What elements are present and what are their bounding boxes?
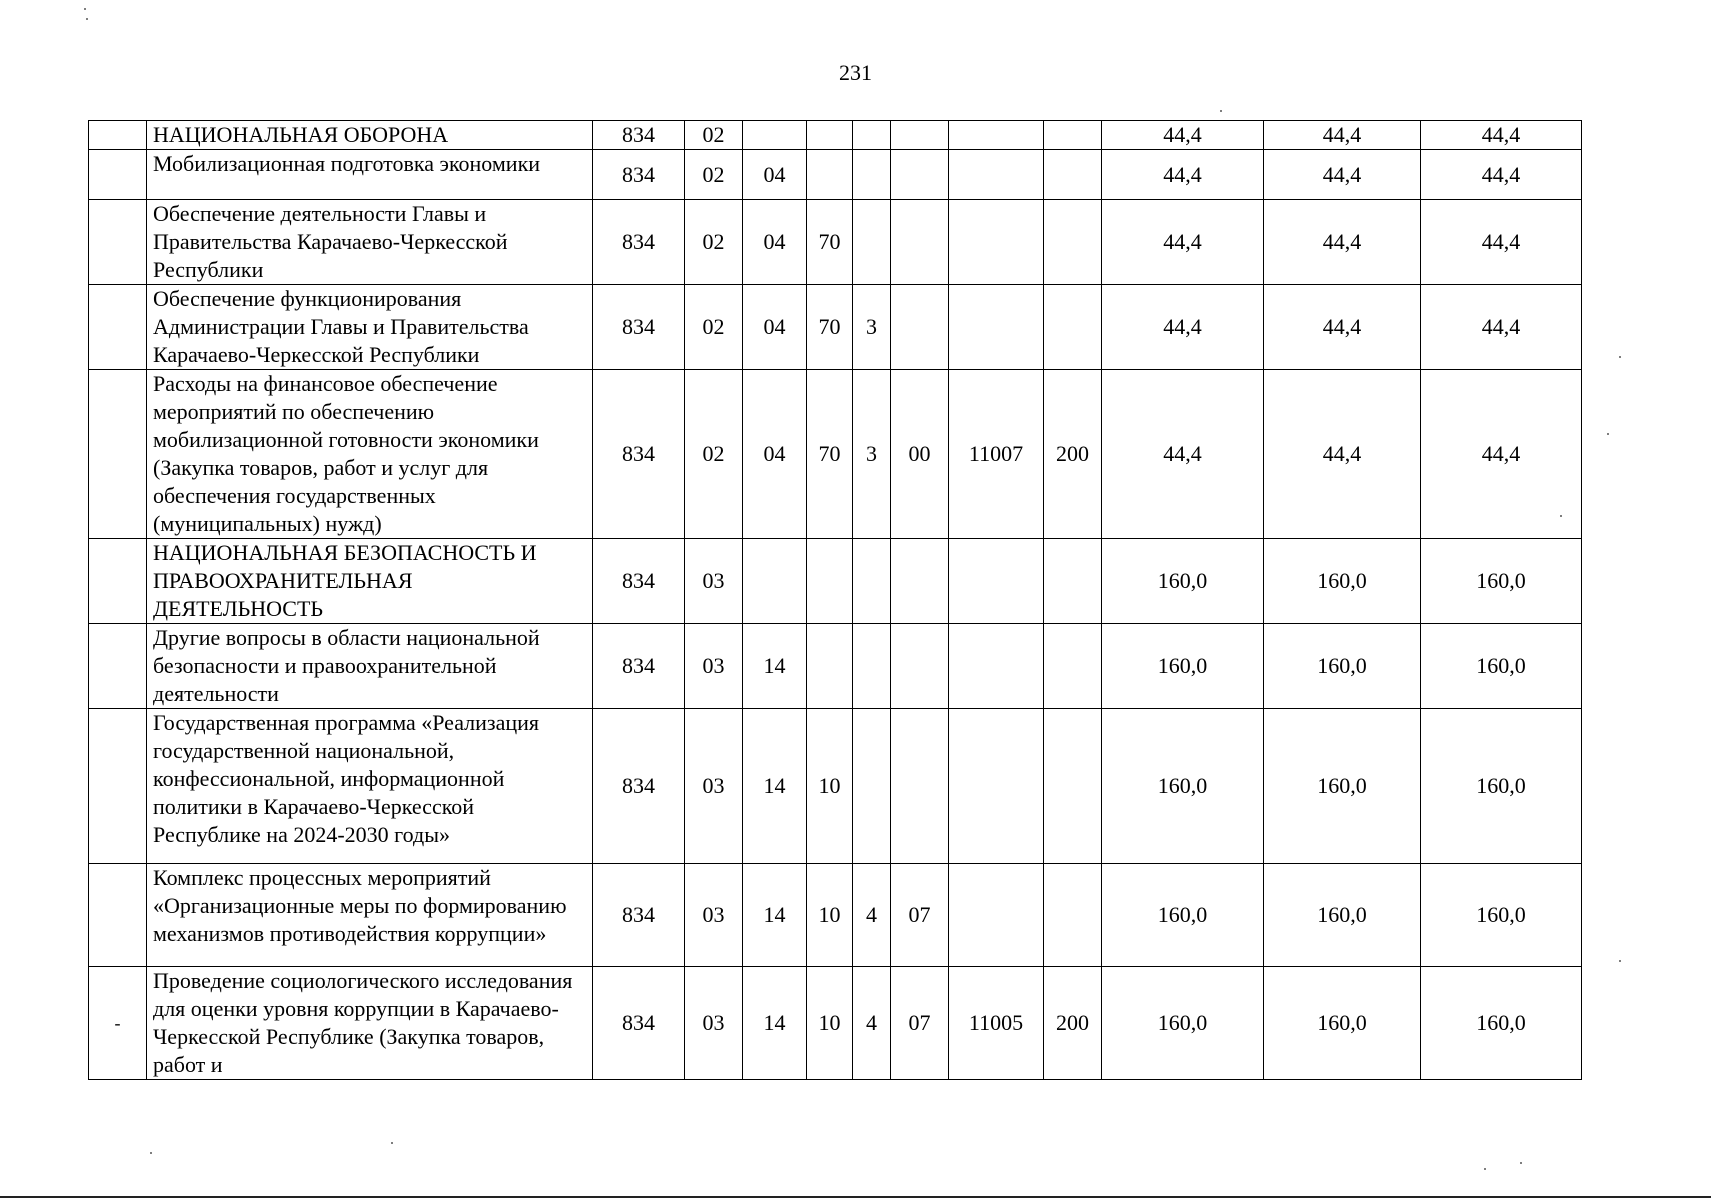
scan-speck <box>86 18 88 20</box>
item-name-cell: Другие вопросы в области национальной безопасности и правоохранительной деятельности <box>147 624 593 709</box>
expense-type-cell <box>1044 150 1102 200</box>
subprogram-code-cell <box>853 709 891 864</box>
section-code-cell: 02 <box>685 370 743 539</box>
section-code-cell: 02 <box>685 121 743 150</box>
subprogram-code-cell <box>853 539 891 624</box>
table-row <box>89 370 1582 539</box>
section-code-cell: 02 <box>685 285 743 370</box>
budget-table-body <box>89 121 1582 1080</box>
item-name-cell: Проведение социологического исследования для оценки уровня коррупции в Карачаево-Черкесской Республике (Закупка товаров, работ и <box>147 967 593 1080</box>
program-code-cell: 10 <box>807 967 853 1080</box>
program-code-cell: 10 <box>807 864 853 967</box>
table-row <box>89 624 1582 709</box>
amount-year2-cell: 44,4 <box>1264 370 1421 539</box>
amount-year3-cell: 44,4 <box>1421 121 1582 150</box>
row-marker-cell <box>89 285 147 370</box>
row-marker-cell <box>89 864 147 967</box>
section-code-cell: 03 <box>685 624 743 709</box>
amount-year1-cell: 44,4 <box>1102 200 1264 285</box>
direction-code-cell <box>949 709 1044 864</box>
measure-code-cell <box>891 624 949 709</box>
scan-speck <box>1520 1162 1522 1164</box>
item-name-cell: Обеспечение функционирования Администрации Главы и Правительства Карачаево-Черкесской Республики <box>147 285 593 370</box>
measure-code-cell <box>891 121 949 150</box>
measure-code-cell <box>891 150 949 200</box>
subprogram-code-cell: 3 <box>853 285 891 370</box>
amount-year3-cell: 44,4 <box>1421 150 1582 200</box>
expense-type-cell: 200 <box>1044 370 1102 539</box>
direction-code-cell <box>949 285 1044 370</box>
scan-speck <box>1484 1168 1486 1170</box>
subprogram-code-cell: 3 <box>853 370 891 539</box>
subprogram-code-cell: 4 <box>853 864 891 967</box>
table-row <box>89 709 1582 864</box>
amount-year3-cell: 44,4 <box>1421 200 1582 285</box>
amount-year2-cell: 44,4 <box>1264 200 1421 285</box>
subprogram-code-cell: 4 <box>853 967 891 1080</box>
item-name-cell: НАЦИОНАЛЬНАЯ ОБОРОНА <box>147 121 593 150</box>
subsection-code-cell: 14 <box>743 709 807 864</box>
table-row <box>89 285 1582 370</box>
direction-code-cell <box>949 200 1044 285</box>
amount-year3-cell: 160,0 <box>1421 864 1582 967</box>
ved-code-cell: 834 <box>593 285 685 370</box>
program-code-cell <box>807 150 853 200</box>
amount-year3-cell: 160,0 <box>1421 967 1582 1080</box>
measure-code-cell: 07 <box>891 864 949 967</box>
table-row <box>89 121 1582 150</box>
amount-year1-cell: 160,0 <box>1102 624 1264 709</box>
item-name-cell: Государственная программа «Реализация государственной национальной, конфессиональной, информационной политики в Карачаево-Черкесской Республике на 2024-2030 годы» <box>147 709 593 864</box>
section-code-cell: 03 <box>685 864 743 967</box>
program-code-cell: 70 <box>807 285 853 370</box>
subprogram-code-cell <box>853 121 891 150</box>
direction-code-cell: 11007 <box>949 370 1044 539</box>
row-marker-cell <box>89 150 147 200</box>
program-code-cell <box>807 539 853 624</box>
direction-code-cell <box>949 539 1044 624</box>
scan-speck <box>1619 356 1621 358</box>
subprogram-code-cell <box>853 150 891 200</box>
expense-type-cell <box>1044 539 1102 624</box>
expense-type-cell: 200 <box>1044 967 1102 1080</box>
amount-year1-cell: 44,4 <box>1102 370 1264 539</box>
row-marker-cell <box>89 624 147 709</box>
expense-type-cell <box>1044 200 1102 285</box>
ved-code-cell: 834 <box>593 121 685 150</box>
amount-year1-cell: 160,0 <box>1102 864 1264 967</box>
subsection-code-cell: 14 <box>743 864 807 967</box>
amount-year1-cell: 160,0 <box>1102 967 1264 1080</box>
subprogram-code-cell <box>853 200 891 285</box>
row-marker-cell <box>89 539 147 624</box>
row-marker-cell <box>89 709 147 864</box>
section-code-cell: 03 <box>685 709 743 864</box>
program-code-cell: 70 <box>807 370 853 539</box>
row-marker-cell <box>89 121 147 150</box>
amount-year2-cell: 160,0 <box>1264 864 1421 967</box>
subprogram-code-cell <box>853 624 891 709</box>
amount-year2-cell: 160,0 <box>1264 539 1421 624</box>
measure-code-cell <box>891 200 949 285</box>
amount-year3-cell: 160,0 <box>1421 624 1582 709</box>
row-marker-cell <box>89 200 147 285</box>
amount-year2-cell: 44,4 <box>1264 121 1421 150</box>
amount-year2-cell: 160,0 <box>1264 967 1421 1080</box>
amount-year3-cell: 44,4 <box>1421 370 1582 539</box>
amount-year3-cell: 160,0 <box>1421 539 1582 624</box>
row-marker-cell: - <box>89 967 147 1080</box>
program-code-cell <box>807 121 853 150</box>
direction-code-cell <box>949 624 1044 709</box>
amount-year3-cell: 44,4 <box>1421 285 1582 370</box>
ved-code-cell: 834 <box>593 370 685 539</box>
measure-code-cell <box>891 285 949 370</box>
budget-table <box>88 120 1582 1080</box>
item-name-cell: Расходы на финансовое обеспечение мероприятий по обеспечению мобилизационной готовности экономики (Закупка товаров, работ и услуг для обеспечения государственных (муниципальных) нужд) <box>147 370 593 539</box>
item-name-cell: Мобилизационная подготовка экономики <box>147 150 593 200</box>
ved-code-cell: 834 <box>593 967 685 1080</box>
program-code-cell <box>807 624 853 709</box>
subsection-code-cell: 04 <box>743 285 807 370</box>
item-name-cell: Обеспечение деятельности Главы и Правительства Карачаево-Черкесской Республики <box>147 200 593 285</box>
scan-speck <box>1619 960 1621 962</box>
table-row <box>89 539 1582 624</box>
ved-code-cell: 834 <box>593 200 685 285</box>
expense-type-cell <box>1044 624 1102 709</box>
amount-year1-cell: 44,4 <box>1102 285 1264 370</box>
amount-year1-cell: 44,4 <box>1102 121 1264 150</box>
ved-code-cell: 834 <box>593 150 685 200</box>
table-row <box>89 967 1582 1080</box>
scan-speck <box>1607 433 1609 435</box>
measure-code-cell: 00 <box>891 370 949 539</box>
amount-year3-cell: 160,0 <box>1421 709 1582 864</box>
scan-speck <box>150 1152 152 1154</box>
direction-code-cell: 11005 <box>949 967 1044 1080</box>
section-code-cell: 03 <box>685 539 743 624</box>
measure-code-cell <box>891 709 949 864</box>
section-code-cell: 03 <box>685 967 743 1080</box>
row-marker-cell <box>89 370 147 539</box>
expense-type-cell <box>1044 864 1102 967</box>
subsection-code-cell <box>743 539 807 624</box>
scan-speck <box>1560 515 1562 517</box>
amount-year2-cell: 160,0 <box>1264 624 1421 709</box>
scan-speck <box>391 1142 393 1144</box>
direction-code-cell <box>949 864 1044 967</box>
scan-speck <box>84 8 86 10</box>
ved-code-cell: 834 <box>593 624 685 709</box>
measure-code-cell <box>891 539 949 624</box>
amount-year2-cell: 160,0 <box>1264 709 1421 864</box>
measure-code-cell: 07 <box>891 967 949 1080</box>
subsection-code-cell: 14 <box>743 624 807 709</box>
expense-type-cell <box>1044 285 1102 370</box>
item-name-cell: Комплекс процессных мероприятий «Организационные меры по формированию механизмов противодействия коррупции» <box>147 864 593 967</box>
direction-code-cell <box>949 121 1044 150</box>
table-row <box>89 864 1582 967</box>
table-row <box>89 200 1582 285</box>
amount-year1-cell: 44,4 <box>1102 150 1264 200</box>
amount-year1-cell: 160,0 <box>1102 539 1264 624</box>
ved-code-cell: 834 <box>593 864 685 967</box>
subsection-code-cell: 04 <box>743 200 807 285</box>
subsection-code-cell: 04 <box>743 150 807 200</box>
expense-type-cell <box>1044 121 1102 150</box>
subsection-code-cell <box>743 121 807 150</box>
amount-year1-cell: 160,0 <box>1102 709 1264 864</box>
amount-year2-cell: 44,4 <box>1264 150 1421 200</box>
subsection-code-cell: 04 <box>743 370 807 539</box>
ved-code-cell: 834 <box>593 539 685 624</box>
expense-type-cell <box>1044 709 1102 864</box>
subsection-code-cell: 14 <box>743 967 807 1080</box>
section-code-cell: 02 <box>685 150 743 200</box>
scan-bottom-edge <box>0 1196 1711 1198</box>
ved-code-cell: 834 <box>593 709 685 864</box>
table-row <box>89 150 1582 200</box>
direction-code-cell <box>949 150 1044 200</box>
page-number: 231 <box>839 60 872 85</box>
amount-year2-cell: 44,4 <box>1264 285 1421 370</box>
section-code-cell: 02 <box>685 200 743 285</box>
scan-speck <box>1220 110 1222 112</box>
program-code-cell: 70 <box>807 200 853 285</box>
program-code-cell: 10 <box>807 709 853 864</box>
item-name-cell: НАЦИОНАЛЬНАЯ БЕЗОПАСНОСТЬ И ПРАВООХРАНИТЕЛЬНАЯ ДЕЯТЕЛЬНОСТЬ <box>147 539 593 624</box>
